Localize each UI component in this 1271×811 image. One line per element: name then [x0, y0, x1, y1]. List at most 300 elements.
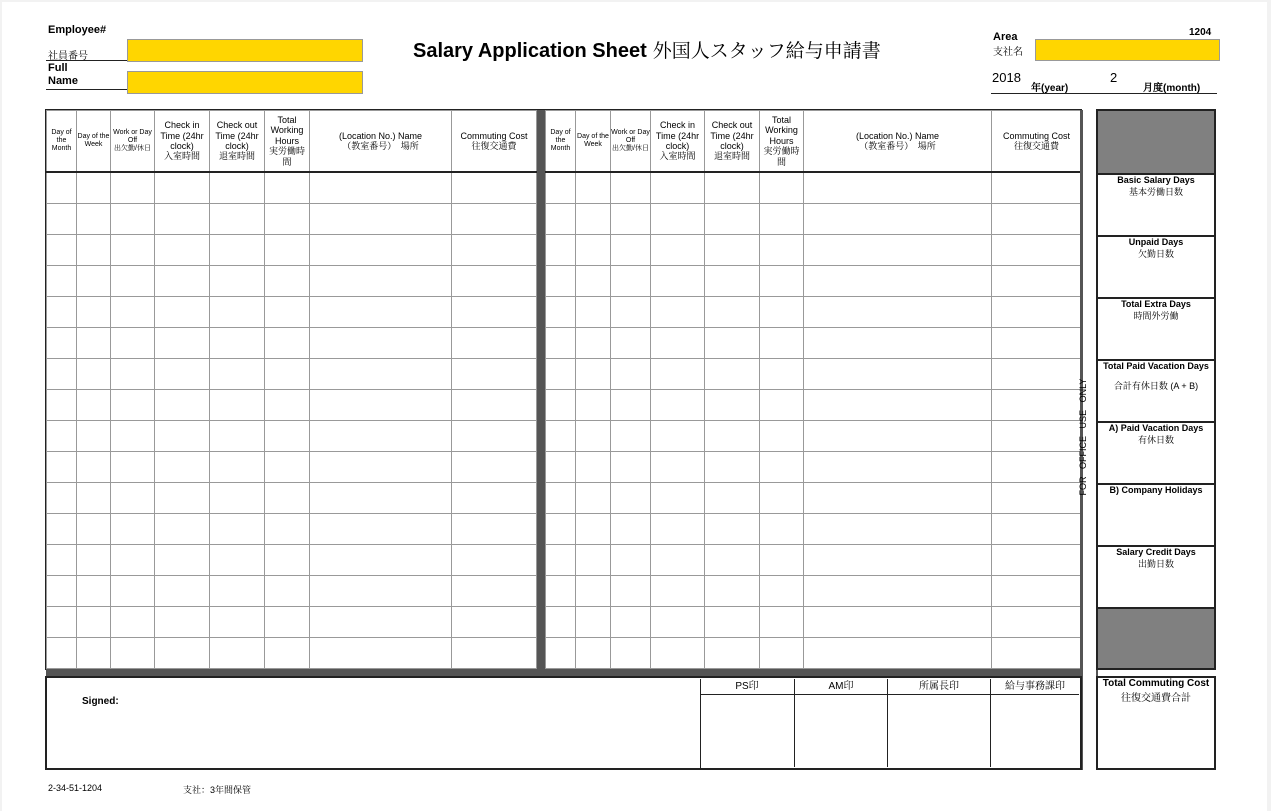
table-cell[interactable]: [77, 545, 111, 576]
table-cell[interactable]: [611, 204, 651, 235]
table-cell[interactable]: [705, 328, 760, 359]
table-cell[interactable]: [576, 545, 611, 576]
table-cell[interactable]: [265, 452, 310, 483]
table-cell[interactable]: [576, 235, 611, 266]
table-row: [546, 390, 1082, 421]
table-cell[interactable]: [804, 483, 992, 514]
table-cell[interactable]: [47, 172, 77, 204]
table-cell[interactable]: [310, 607, 452, 638]
table-cell[interactable]: [155, 204, 210, 235]
table-cell[interactable]: [47, 576, 77, 607]
table-cell[interactable]: [611, 576, 651, 607]
table-cell[interactable]: [992, 545, 1082, 576]
employee-number-input[interactable]: [127, 39, 363, 62]
table-cell[interactable]: [310, 390, 452, 421]
table-cell[interactable]: [804, 297, 992, 328]
table-row: [47, 390, 537, 421]
table-cell[interactable]: [576, 266, 611, 297]
table-cell[interactable]: [47, 421, 77, 452]
table-cell[interactable]: [760, 576, 804, 607]
table-cell[interactable]: [210, 638, 265, 669]
table-cell[interactable]: [760, 204, 804, 235]
table-cell[interactable]: [310, 172, 452, 204]
table-cell[interactable]: [210, 483, 265, 514]
col-work-off: Work or Day Off 出欠勤/休日: [111, 111, 155, 173]
table-cell[interactable]: [210, 514, 265, 545]
table-cell[interactable]: [77, 266, 111, 297]
table-cell[interactable]: [651, 638, 705, 669]
table-cell[interactable]: [111, 452, 155, 483]
table-cell[interactable]: [611, 421, 651, 452]
table-cell[interactable]: [47, 452, 77, 483]
table-cell[interactable]: [265, 390, 310, 421]
table-cell[interactable]: [546, 421, 576, 452]
table-cell[interactable]: [77, 390, 111, 421]
table-cell[interactable]: [611, 390, 651, 421]
table-cell[interactable]: [760, 390, 804, 421]
table-cell[interactable]: [310, 328, 452, 359]
table-cell[interactable]: [546, 266, 576, 297]
table-cell[interactable]: [992, 297, 1082, 328]
table-cell[interactable]: [310, 483, 452, 514]
table-row: [546, 514, 1082, 545]
table-cell[interactable]: [47, 266, 77, 297]
table-cell[interactable]: [265, 576, 310, 607]
table-cell[interactable]: [760, 483, 804, 514]
center-divider: [536, 110, 545, 670]
table-cell[interactable]: [651, 328, 705, 359]
table-cell[interactable]: [77, 328, 111, 359]
table-cell[interactable]: [111, 390, 155, 421]
table-cell[interactable]: [452, 390, 537, 421]
table-cell[interactable]: [760, 514, 804, 545]
table-cell[interactable]: [111, 545, 155, 576]
table-cell[interactable]: [992, 421, 1082, 452]
table-cell[interactable]: [546, 483, 576, 514]
table-cell[interactable]: [651, 172, 705, 204]
table-cell[interactable]: [77, 297, 111, 328]
table-cell[interactable]: [992, 638, 1082, 669]
table-cell[interactable]: [452, 421, 537, 452]
table-cell[interactable]: [265, 545, 310, 576]
table-cell[interactable]: [651, 390, 705, 421]
table-cell[interactable]: [77, 638, 111, 669]
col-location: (Location No.) Name （教室番号） 場所: [310, 111, 452, 173]
table-cell[interactable]: [760, 266, 804, 297]
table-cell[interactable]: [47, 483, 77, 514]
table-cell[interactable]: [804, 638, 992, 669]
table-cell[interactable]: [992, 266, 1082, 297]
table-cell[interactable]: [452, 576, 537, 607]
table-cell[interactable]: [992, 576, 1082, 607]
basic-salary-days: Basic Salary Days 基本労働日数: [1098, 175, 1214, 237]
table-cell[interactable]: [804, 328, 992, 359]
table-cell[interactable]: [804, 514, 992, 545]
table-cell[interactable]: [265, 235, 310, 266]
table-row: [546, 483, 1082, 514]
table-cell[interactable]: [155, 172, 210, 204]
table-cell[interactable]: [452, 297, 537, 328]
table-cell[interactable]: [210, 390, 265, 421]
table-cell[interactable]: [155, 545, 210, 576]
col-checkout: Check out Time (24hr clock) 退室時間: [210, 111, 265, 173]
table-cell[interactable]: [210, 421, 265, 452]
table-cell[interactable]: [651, 545, 705, 576]
month-label: 月度(month): [1143, 83, 1201, 94]
table-cell[interactable]: [760, 172, 804, 204]
table-cell[interactable]: [47, 514, 77, 545]
table-cell[interactable]: [155, 514, 210, 545]
table-cell[interactable]: [155, 328, 210, 359]
table-cell[interactable]: [804, 266, 992, 297]
total-paid-vacation-days: Total Paid Vacation Days 合計有休日数 (A + B): [1098, 361, 1214, 423]
table-row: [546, 545, 1082, 576]
table-row: [546, 266, 1082, 297]
table-cell[interactable]: [705, 235, 760, 266]
table-cell[interactable]: [992, 204, 1082, 235]
table-cell[interactable]: [210, 359, 265, 390]
table-cell[interactable]: [77, 607, 111, 638]
table-cell[interactable]: [546, 514, 576, 545]
table-cell[interactable]: [265, 638, 310, 669]
table-cell[interactable]: [111, 204, 155, 235]
table-cell[interactable]: [992, 328, 1082, 359]
table-cell[interactable]: [452, 452, 537, 483]
total-extra-days: Total Extra Days 時間外労働: [1098, 299, 1214, 361]
col-location: (Location No.) Name （教室番号） 場所: [804, 111, 992, 173]
table-cell[interactable]: [651, 235, 705, 266]
table-cell[interactable]: [265, 607, 310, 638]
table-cell[interactable]: [111, 172, 155, 204]
table-cell[interactable]: [705, 607, 760, 638]
table-cell[interactable]: [576, 297, 611, 328]
table-cell[interactable]: [760, 328, 804, 359]
table-cell[interactable]: [804, 235, 992, 266]
signed-label: Signed:: [82, 696, 119, 707]
col-checkin: Check in Time (24hr clock) 入室時間: [155, 111, 210, 173]
table-cell[interactable]: [804, 545, 992, 576]
table-cell[interactable]: [546, 204, 576, 235]
table-row: [546, 638, 1082, 669]
table-cell[interactable]: [47, 545, 77, 576]
table-cell[interactable]: [155, 235, 210, 266]
table-cell[interactable]: [77, 172, 111, 204]
table-cell[interactable]: [265, 172, 310, 204]
table-cell[interactable]: [611, 172, 651, 204]
table-cell[interactable]: [576, 514, 611, 545]
table-cell[interactable]: [705, 576, 760, 607]
table-cell[interactable]: [111, 421, 155, 452]
table-cell[interactable]: [155, 421, 210, 452]
col-commute: Commuting Cost 往復交通費: [992, 111, 1082, 173]
table-row: [546, 172, 1082, 204]
table-cell[interactable]: [210, 266, 265, 297]
table-row: [47, 607, 537, 638]
table-cell[interactable]: [111, 359, 155, 390]
table-cell[interactable]: [651, 576, 705, 607]
table-cell[interactable]: [111, 638, 155, 669]
table-cell[interactable]: [111, 328, 155, 359]
table-cell[interactable]: [576, 483, 611, 514]
table-cell[interactable]: [47, 607, 77, 638]
table-cell[interactable]: [611, 638, 651, 669]
table-cell[interactable]: [310, 235, 452, 266]
table-cell[interactable]: [804, 421, 992, 452]
table-cell[interactable]: [155, 576, 210, 607]
table-cell[interactable]: [452, 483, 537, 514]
table-cell[interactable]: [77, 204, 111, 235]
table-cell[interactable]: [705, 545, 760, 576]
table-row: [47, 328, 537, 359]
table-cell[interactable]: [310, 421, 452, 452]
table-cell[interactable]: [265, 359, 310, 390]
table-cell[interactable]: [760, 421, 804, 452]
table-cell[interactable]: [310, 638, 452, 669]
table-cell[interactable]: [705, 266, 760, 297]
table-cell[interactable]: [210, 607, 265, 638]
table-cell[interactable]: [546, 452, 576, 483]
table-cell[interactable]: [804, 452, 992, 483]
table-cell[interactable]: [155, 359, 210, 390]
table-cell[interactable]: [651, 359, 705, 390]
table-cell[interactable]: [310, 514, 452, 545]
table-row: [47, 576, 537, 607]
table-cell[interactable]: [992, 390, 1082, 421]
stamp-am: AM印: [795, 679, 888, 695]
table-cell[interactable]: [265, 514, 310, 545]
table-cell[interactable]: [804, 390, 992, 421]
stamp-ps: PS印: [700, 679, 795, 695]
table-cell[interactable]: [804, 204, 992, 235]
table-cell[interactable]: [651, 607, 705, 638]
table-cell[interactable]: [705, 638, 760, 669]
table-cell[interactable]: [705, 359, 760, 390]
table-cell[interactable]: [651, 421, 705, 452]
table-row: [546, 576, 1082, 607]
table-cell[interactable]: [651, 266, 705, 297]
table-cell[interactable]: [804, 607, 992, 638]
year-value[interactable]: 2018: [992, 70, 1021, 85]
table-cell[interactable]: [611, 545, 651, 576]
table-cell[interactable]: [77, 452, 111, 483]
table-cell[interactable]: [651, 297, 705, 328]
table-cell[interactable]: [651, 452, 705, 483]
table-cell[interactable]: [210, 172, 265, 204]
table-cell[interactable]: [47, 297, 77, 328]
table-cell[interactable]: [77, 483, 111, 514]
table-cell[interactable]: [77, 359, 111, 390]
col-hours: Total Working Hours 実労働時間: [265, 111, 310, 173]
table-cell[interactable]: [111, 297, 155, 328]
table-cell[interactable]: [992, 514, 1082, 545]
table-cell[interactable]: [265, 204, 310, 235]
table-cell[interactable]: [611, 235, 651, 266]
table-row: [546, 452, 1082, 483]
table-cell[interactable]: [576, 421, 611, 452]
table-cell[interactable]: [310, 452, 452, 483]
table-cell[interactable]: [310, 545, 452, 576]
table-cell[interactable]: [452, 172, 537, 204]
table-cell[interactable]: [77, 576, 111, 607]
table-cell[interactable]: [155, 607, 210, 638]
table-cell[interactable]: [760, 235, 804, 266]
timesheet-table-right: [545, 110, 1082, 669]
table-cell[interactable]: [310, 266, 452, 297]
table-cell[interactable]: [155, 266, 210, 297]
table-cell[interactable]: [210, 545, 265, 576]
table-cell[interactable]: [705, 390, 760, 421]
table-row: [47, 638, 537, 669]
table-cell[interactable]: [804, 576, 992, 607]
table-row: [47, 421, 537, 452]
table-cell[interactable]: [804, 172, 992, 204]
table-cell[interactable]: [576, 359, 611, 390]
table-cell[interactable]: [47, 204, 77, 235]
table-cell[interactable]: [576, 328, 611, 359]
table-cell[interactable]: [47, 638, 77, 669]
table-cell[interactable]: [804, 359, 992, 390]
table-cell[interactable]: [705, 514, 760, 545]
table-cell[interactable]: [611, 328, 651, 359]
table-cell[interactable]: [47, 359, 77, 390]
col-work-off: Work or Day Off 出欠勤/休日: [611, 111, 651, 173]
table-cell[interactable]: [760, 452, 804, 483]
table-cell[interactable]: [760, 607, 804, 638]
table-cell[interactable]: [760, 297, 804, 328]
table-cell[interactable]: [576, 204, 611, 235]
table-cell[interactable]: [111, 514, 155, 545]
table-cell[interactable]: [576, 172, 611, 204]
table-cell[interactable]: [705, 204, 760, 235]
office-panel: [1096, 109, 1216, 670]
table-cell[interactable]: [111, 266, 155, 297]
table-cell[interactable]: [546, 235, 576, 266]
table-cell[interactable]: [576, 638, 611, 669]
table-cell[interactable]: [611, 297, 651, 328]
table-cell[interactable]: [452, 545, 537, 576]
table-cell[interactable]: [452, 607, 537, 638]
table-cell[interactable]: [992, 235, 1082, 266]
table-cell[interactable]: [452, 235, 537, 266]
table-cell[interactable]: [546, 359, 576, 390]
table-row: [546, 421, 1082, 452]
table-cell[interactable]: [611, 452, 651, 483]
table-row: [47, 297, 537, 328]
table-cell[interactable]: [210, 576, 265, 607]
area-input[interactable]: [1035, 39, 1220, 61]
table-cell[interactable]: [546, 545, 576, 576]
total-commuting-cost: Total Commuting Cost 往復交通費合計: [1096, 676, 1216, 770]
table-cell[interactable]: [155, 452, 210, 483]
table-cell[interactable]: [546, 576, 576, 607]
table-cell[interactable]: [576, 390, 611, 421]
table-cell[interactable]: [111, 576, 155, 607]
table-cell[interactable]: [452, 204, 537, 235]
table-cell[interactable]: [47, 328, 77, 359]
table-cell[interactable]: [310, 297, 452, 328]
table-row: [47, 266, 537, 297]
table-cell[interactable]: [155, 483, 210, 514]
table-cell[interactable]: [265, 421, 310, 452]
table-cell[interactable]: [210, 328, 265, 359]
title-jp: 外国人スタッフ給与申請書: [652, 41, 881, 62]
table-cell[interactable]: [611, 483, 651, 514]
table-cell[interactable]: [992, 172, 1082, 204]
table-cell[interactable]: [992, 452, 1082, 483]
table-cell[interactable]: [611, 359, 651, 390]
table-cell[interactable]: [705, 297, 760, 328]
table-cell[interactable]: [111, 235, 155, 266]
table-cell[interactable]: [546, 638, 576, 669]
table-cell[interactable]: [265, 297, 310, 328]
table-cell[interactable]: [760, 359, 804, 390]
table-cell[interactable]: [705, 483, 760, 514]
table-cell[interactable]: [576, 607, 611, 638]
table-cell[interactable]: [47, 235, 77, 266]
table-cell[interactable]: [705, 172, 760, 204]
table-cell[interactable]: [155, 297, 210, 328]
table-cell[interactable]: [111, 607, 155, 638]
table-cell[interactable]: [155, 390, 210, 421]
table-cell[interactable]: [265, 483, 310, 514]
table-cell[interactable]: [760, 638, 804, 669]
table-cell[interactable]: [546, 172, 576, 204]
table-cell[interactable]: [992, 607, 1082, 638]
table-row: [47, 452, 537, 483]
table-cell[interactable]: [265, 328, 310, 359]
table-cell[interactable]: [452, 514, 537, 545]
table-cell[interactable]: [546, 297, 576, 328]
table-cell[interactable]: [992, 359, 1082, 390]
table-cell[interactable]: [651, 483, 705, 514]
table-cell[interactable]: [576, 452, 611, 483]
table-cell[interactable]: [265, 266, 310, 297]
table-cell[interactable]: [452, 328, 537, 359]
table-cell[interactable]: [705, 421, 760, 452]
table-cell[interactable]: [546, 607, 576, 638]
table-cell[interactable]: [210, 452, 265, 483]
table-cell[interactable]: [310, 576, 452, 607]
table-cell[interactable]: [47, 390, 77, 421]
table-cell[interactable]: [546, 390, 576, 421]
table-cell[interactable]: [77, 421, 111, 452]
table-cell[interactable]: [210, 235, 265, 266]
table-cell[interactable]: [651, 204, 705, 235]
table-cell[interactable]: [546, 328, 576, 359]
table-cell[interactable]: [210, 297, 265, 328]
table-cell[interactable]: [111, 483, 155, 514]
table-cell[interactable]: [310, 204, 452, 235]
table-cell[interactable]: [611, 514, 651, 545]
table-cell[interactable]: [705, 452, 760, 483]
full-name-input[interactable]: [127, 71, 363, 94]
table-cell[interactable]: [310, 359, 452, 390]
month-value[interactable]: 2: [1110, 70, 1118, 85]
table-cell[interactable]: [452, 266, 537, 297]
table-cell[interactable]: [452, 359, 537, 390]
table-cell[interactable]: [760, 545, 804, 576]
table-cell[interactable]: [992, 483, 1082, 514]
table-cell[interactable]: [210, 204, 265, 235]
table-cell[interactable]: [611, 607, 651, 638]
table-cell[interactable]: [611, 266, 651, 297]
table-cell[interactable]: [77, 514, 111, 545]
table-cell[interactable]: [155, 638, 210, 669]
table-cell[interactable]: [77, 235, 111, 266]
table-cell[interactable]: [576, 576, 611, 607]
table-cell[interactable]: [651, 514, 705, 545]
table-cell[interactable]: [452, 638, 537, 669]
